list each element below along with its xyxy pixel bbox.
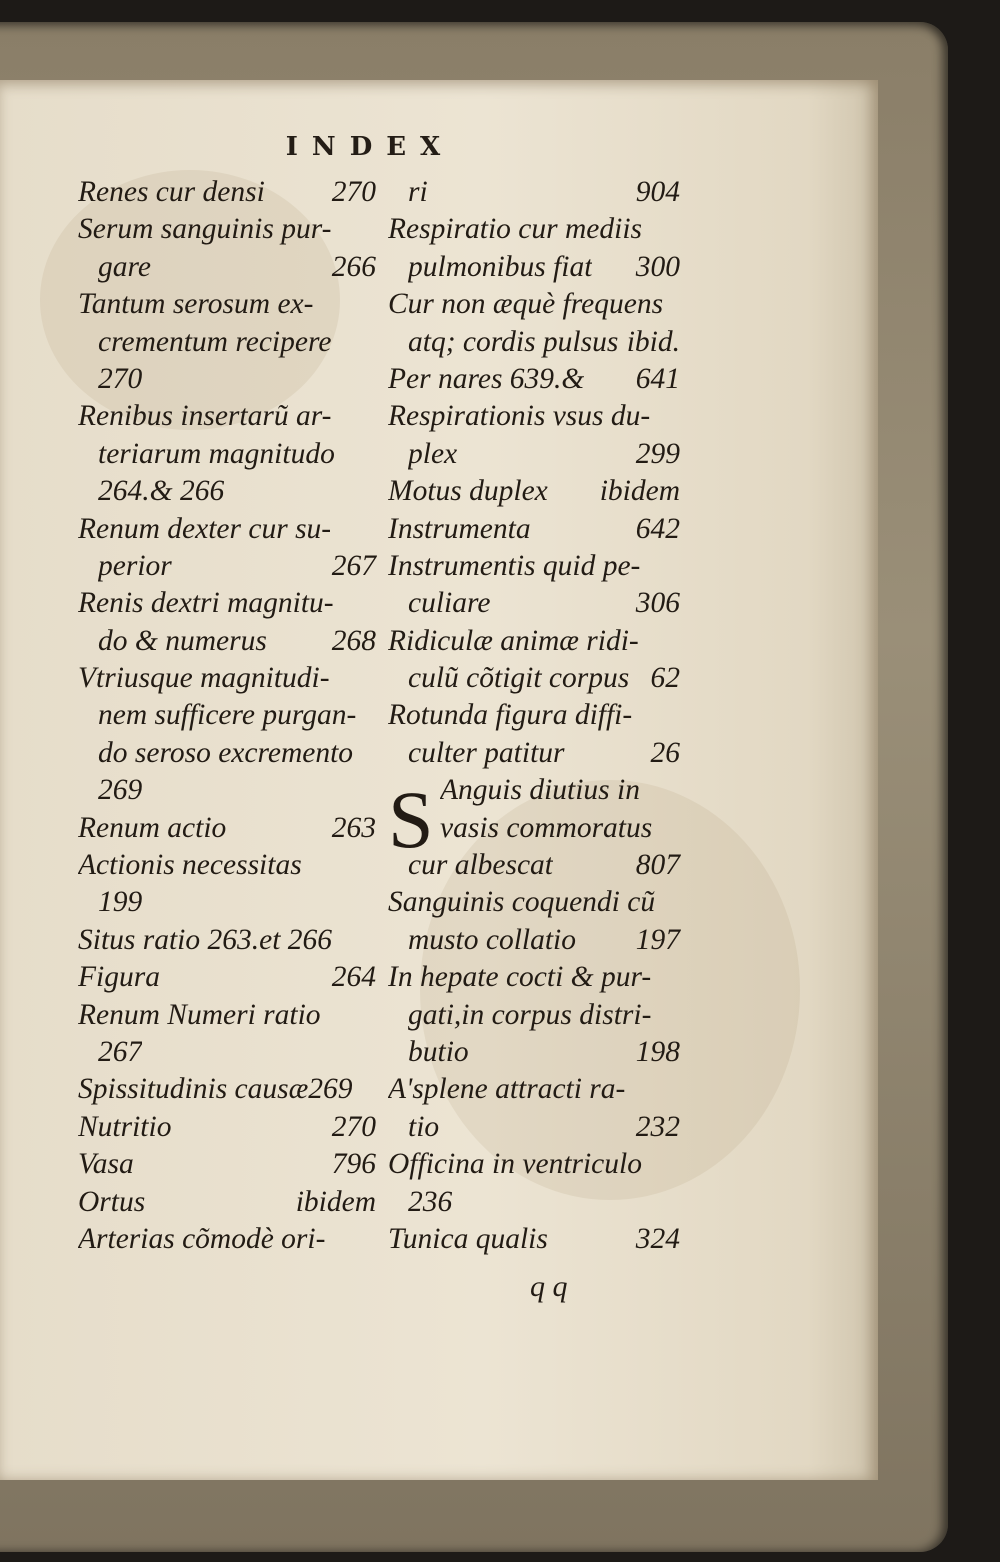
index-entry-page: 232 bbox=[635, 1110, 680, 1143]
index-entry bbox=[388, 1034, 680, 1071]
index-entry-text: musto collatio bbox=[408, 923, 576, 956]
index-entry-page: 306 bbox=[635, 587, 680, 620]
index-entry-page: 299 bbox=[635, 437, 680, 470]
index-entry-page: 300 bbox=[635, 250, 680, 283]
index-entry bbox=[388, 249, 680, 286]
index-entry-text: gare bbox=[98, 250, 151, 283]
index-entry bbox=[388, 1109, 680, 1146]
index-entry-page: 197 bbox=[635, 923, 680, 956]
index-entry-text: Respiratio cur mediis bbox=[388, 213, 643, 246]
index-entry-page: 324 bbox=[635, 1222, 680, 1255]
index-entry-text: Ortus bbox=[78, 1185, 146, 1218]
index-entry-page: ibidem bbox=[295, 1185, 376, 1218]
index-entry-page: 270 bbox=[331, 176, 376, 208]
index-entry-text: plex bbox=[408, 437, 458, 470]
index-entry-page: 641 bbox=[635, 362, 680, 395]
index-entry-text: do seroso excremento bbox=[98, 736, 354, 769]
index-column-left bbox=[78, 174, 376, 1258]
index-entry-page bbox=[368, 735, 376, 772]
index-entry-page bbox=[672, 959, 680, 996]
index-entry-text: butio bbox=[408, 1035, 469, 1068]
index-entry-page: 268 bbox=[331, 624, 376, 657]
index-entry bbox=[388, 1184, 680, 1221]
index-entry bbox=[388, 1071, 680, 1108]
index-entry-text: Actionis necessitas bbox=[78, 849, 302, 882]
index-entry-text: culũ cõtigit corpus bbox=[408, 662, 630, 695]
index-entry-text: Arterias cõmodè ori- bbox=[78, 1222, 326, 1255]
index-entry-page bbox=[672, 1071, 680, 1108]
index-entry-text: tio bbox=[408, 1110, 440, 1143]
index-entry bbox=[78, 548, 376, 585]
index-entry-page bbox=[368, 473, 376, 510]
index-entry bbox=[78, 585, 376, 622]
index-entry-page: 270 bbox=[331, 1110, 376, 1143]
index-entry-text: Tunica qualis bbox=[388, 1222, 548, 1255]
index-entry-page bbox=[672, 810, 680, 847]
index-entry-text: culter patitur bbox=[408, 736, 565, 769]
index-entry-page bbox=[672, 548, 680, 585]
index-column-right bbox=[388, 174, 680, 1258]
index-entry-page bbox=[368, 997, 376, 1034]
index-entry-page bbox=[368, 324, 376, 361]
index-entry-text: Figura bbox=[78, 961, 160, 994]
index-entry bbox=[78, 697, 376, 734]
drop-capital: S bbox=[388, 774, 434, 865]
index-entry bbox=[388, 398, 680, 435]
index-entry bbox=[78, 436, 376, 473]
index-entry bbox=[78, 473, 376, 510]
index-entry-text: Serum sanguinis pur- bbox=[78, 213, 332, 246]
index-entry bbox=[388, 735, 680, 772]
index-entry bbox=[78, 1146, 376, 1183]
index-entry bbox=[388, 211, 680, 248]
index-entry-page: 904 bbox=[635, 176, 680, 208]
index-entry-text: crementum recipere bbox=[98, 325, 332, 358]
index-entry bbox=[78, 847, 376, 884]
index-entry-text: Spissitudinis causæ269 bbox=[78, 1073, 353, 1106]
index-entry bbox=[78, 997, 376, 1034]
index-entry bbox=[78, 361, 376, 398]
index-entry bbox=[388, 997, 680, 1034]
index-entry-page: 796 bbox=[331, 1148, 376, 1181]
index-entry bbox=[78, 174, 376, 211]
index-entry bbox=[78, 1184, 376, 1221]
index-entry-page: 264 bbox=[331, 961, 376, 994]
index-entry-page bbox=[368, 361, 376, 398]
index-entry-text: A'splene attracti ra- bbox=[388, 1073, 626, 1106]
index-entry bbox=[78, 211, 376, 248]
index-entry bbox=[78, 660, 376, 697]
index-entry-text: cur albescat bbox=[408, 849, 554, 882]
index-entry-page bbox=[368, 398, 376, 435]
index-entry-page bbox=[368, 922, 376, 959]
index-entry-page bbox=[672, 398, 680, 435]
index-entry-page bbox=[672, 697, 680, 734]
index-entry bbox=[388, 548, 680, 585]
index-entry-text: culiare bbox=[408, 587, 491, 620]
index-entry bbox=[388, 660, 680, 697]
index-entry-page bbox=[368, 511, 376, 548]
index-entry-text: 270 bbox=[98, 362, 143, 395]
index-entry bbox=[78, 772, 376, 809]
index-entry-page: 267 bbox=[331, 549, 376, 582]
index-entry bbox=[78, 884, 376, 921]
index-entry-text: Respirationis vsus du- bbox=[388, 400, 651, 433]
index-entry bbox=[78, 249, 376, 286]
index-entry-page: 642 bbox=[635, 512, 680, 545]
index-entry-text: Cur non æquè frequens bbox=[388, 288, 664, 321]
index-entry bbox=[78, 398, 376, 435]
index-entry-page bbox=[368, 772, 376, 809]
index-entry-page bbox=[368, 697, 376, 734]
index-entry bbox=[78, 286, 376, 323]
index-entry-text: Instrumentis quid pe- bbox=[388, 549, 641, 582]
index-entry bbox=[388, 1221, 680, 1258]
index-entry-text: Vasa bbox=[78, 1148, 134, 1181]
index-entry-text: Motus duplex bbox=[388, 475, 548, 508]
index-entry bbox=[78, 922, 376, 959]
index-entry-page bbox=[672, 623, 680, 660]
index-entry-text: Vtriusque magnitudi- bbox=[78, 662, 330, 695]
index-entry-text: perior bbox=[98, 549, 172, 582]
index-entry-text: In hepate cocti & pur- bbox=[388, 961, 652, 994]
index-entry-page: 266 bbox=[331, 250, 376, 283]
index-entry-page bbox=[672, 1184, 680, 1221]
index-entry-text: Rotunda figura diffi- bbox=[388, 699, 633, 732]
index-entry-text: Instrumenta bbox=[388, 512, 531, 545]
index-entry-page bbox=[368, 1221, 376, 1258]
index-entry-text: Tantum serosum ex- bbox=[78, 288, 314, 321]
index-entry-text: 199 bbox=[98, 886, 143, 919]
index-entry-text: Situs ratio 263.et 266 bbox=[78, 923, 333, 956]
index-entry-text: 269 bbox=[98, 774, 143, 807]
index-entry bbox=[388, 286, 680, 323]
index-entry-page: ibidem bbox=[599, 475, 680, 508]
index-entry-page: 807 bbox=[635, 849, 680, 882]
index-entry-text: 264.& 266 bbox=[98, 475, 225, 508]
index-entry-page: 198 bbox=[635, 1035, 680, 1068]
index-entry-text: ri bbox=[408, 176, 428, 208]
index-entry-text: teriarum magnitudo bbox=[98, 437, 335, 470]
index-entry bbox=[78, 735, 376, 772]
index-entry bbox=[388, 324, 680, 361]
index-entry-text: do & numerus bbox=[98, 624, 267, 657]
index-entry-page bbox=[368, 847, 376, 884]
index-entry-page bbox=[672, 211, 680, 248]
index-entry bbox=[388, 436, 680, 473]
index-entry bbox=[388, 511, 680, 548]
index-entry bbox=[78, 1221, 376, 1258]
index-entry bbox=[388, 623, 680, 660]
index-entry bbox=[78, 959, 376, 996]
index-entry-page bbox=[672, 286, 680, 323]
index-entry-page: 263 bbox=[331, 811, 376, 844]
index-entry bbox=[388, 585, 680, 622]
index-entry-page bbox=[672, 997, 680, 1034]
index-entry-text: Renum dexter cur su- bbox=[78, 512, 332, 545]
index-entry-page bbox=[368, 884, 376, 921]
index-entry-text: Renes cur densi bbox=[78, 176, 265, 208]
index-entry-page bbox=[368, 286, 376, 323]
index-entry bbox=[388, 697, 680, 734]
index-entry bbox=[78, 623, 376, 660]
index-entry-text: atq; cordis pulsus bbox=[408, 325, 619, 358]
index-entry-text: Anguis diutius in bbox=[440, 774, 640, 807]
index-entry-text: Per nares 639.& bbox=[388, 362, 585, 395]
index-entry-page bbox=[672, 772, 680, 809]
index-entry bbox=[78, 324, 376, 361]
index-entry-text: Nutritio bbox=[78, 1110, 172, 1143]
index-entry-text: 267 bbox=[98, 1035, 143, 1068]
index-entry-text: Ridiculæ animæ ridi- bbox=[388, 624, 639, 657]
index-entry-page bbox=[368, 436, 376, 473]
index-entry-text: Sanguinis coquendi cũ bbox=[388, 886, 656, 919]
index-entry bbox=[78, 1109, 376, 1146]
index-entry bbox=[78, 511, 376, 548]
index-entry-page: 62 bbox=[650, 662, 680, 695]
index-entry-page bbox=[368, 1071, 376, 1108]
index-entry bbox=[78, 810, 376, 847]
index-entry-page: ibid. bbox=[626, 325, 680, 358]
index-entry-page bbox=[368, 211, 376, 248]
index-entry-text: 236 bbox=[408, 1185, 453, 1218]
index-entry-text: Renibus insertarũ ar- bbox=[78, 400, 332, 433]
index-entry-page bbox=[672, 884, 680, 921]
index-entry-text: gati,in corpus distri- bbox=[408, 998, 652, 1031]
index-entry-page bbox=[368, 585, 376, 622]
index-entry bbox=[388, 361, 680, 398]
index-entry-page bbox=[368, 660, 376, 697]
index-entry bbox=[78, 1034, 376, 1071]
index-entry-text: Officina in ventriculo bbox=[388, 1148, 642, 1181]
index-entry-text: Renum actio bbox=[78, 811, 227, 844]
index-entry bbox=[388, 174, 680, 211]
index-entry-page: 26 bbox=[650, 736, 680, 769]
index-entry-page bbox=[672, 1146, 680, 1183]
index-entry bbox=[388, 1146, 680, 1183]
index-entry-page bbox=[368, 1034, 376, 1071]
page-header: INDEX bbox=[285, 132, 455, 162]
index-entry bbox=[388, 959, 680, 996]
index-entry-text: Renum Numeri ratio bbox=[78, 998, 321, 1031]
index-entry bbox=[388, 922, 680, 959]
index-entry bbox=[388, 884, 680, 921]
index-entry-text: Renis dextri magnitu- bbox=[78, 587, 334, 620]
index-entry bbox=[78, 1071, 376, 1108]
index-entry-text: nem sufficere purgan- bbox=[98, 699, 357, 732]
index-entry-text: pulmonibus fiat bbox=[408, 250, 593, 283]
catchword: q q bbox=[530, 1270, 568, 1303]
index-entry-text: vasis commoratus bbox=[440, 811, 653, 844]
index-entry bbox=[388, 473, 680, 510]
